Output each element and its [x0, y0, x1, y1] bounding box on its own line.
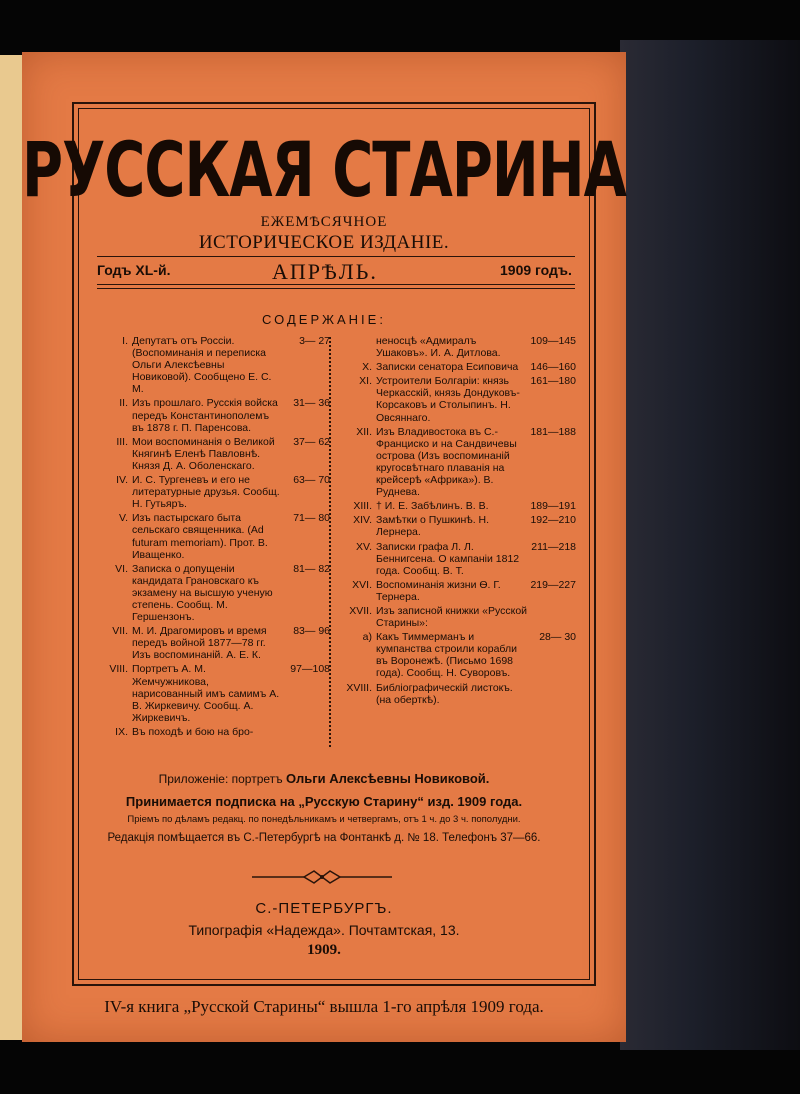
contents-entry [100, 335, 330, 395]
entry-title: Изъ прошлаго. Русскія войска передъ Константинополемъ въ 1878 г. П. Паренсова. [132, 397, 278, 434]
entry-pages [528, 605, 576, 629]
contents-entry [344, 500, 576, 512]
contents-entry [100, 512, 330, 560]
entry-title: † И. Е. Забѣлинъ. В. В. [376, 500, 489, 513]
contents-entry [100, 397, 330, 433]
entry-title: Записка о допущеніи кандидата Грановскаго къ экзамену на высшую ученую степень. Сообщ. М. Гершензонъ. [132, 562, 273, 624]
contents-entry [100, 436, 330, 472]
entry-title: Записки сенатора Есиповича [376, 361, 519, 374]
entry-number: IV. [116, 474, 128, 487]
printer-imprint: Типографія «Надежда». Почтамтская, 13. [188, 922, 460, 938]
entry-number: XV. [356, 540, 372, 553]
entry-title: Замѣтки о Пушкинѣ. Н. Лернера. [376, 514, 490, 539]
contents-entry [344, 514, 576, 538]
contents-right-column [344, 335, 576, 708]
entry-number: III. [116, 435, 128, 448]
appendix-label: Приложеніе: портретъ [158, 772, 283, 786]
contents-entry [344, 605, 576, 629]
year-volume: Годъ XL-й. [97, 262, 171, 278]
issue-year: 1909 годъ. [500, 262, 572, 278]
subtitle-historical: ИСТОРИЧЕСКОЕ ИЗДАНІЕ. [198, 232, 450, 253]
contents-entry [100, 625, 330, 661]
entry-number: XIII. [353, 500, 372, 513]
entry-number: V. [119, 512, 128, 525]
entry-title: Изъ Владивостока въ С.-Франциско и на Сандвичевы острова (Изъ воспоминаній кругосвѣтнаго плаванія на крейсерѣ «Африка»). В. Руднева. [376, 425, 517, 499]
divider-rule [97, 284, 575, 285]
contents-entry [344, 631, 576, 679]
entry-pages: 63— 70 [293, 474, 330, 487]
subscription-note: Принимается подписка на „Русскую Старину“ изд. 1909 года. [125, 794, 523, 809]
divider-rule [97, 256, 575, 257]
entry-number: II. [119, 397, 128, 410]
contents-left-column [100, 335, 330, 740]
entry-pages: 71— 80 [293, 512, 330, 525]
entry-number: IX. [115, 725, 128, 738]
contents-heading: СОДЕРЖАНІЕ: [262, 312, 386, 327]
release-notice: IV-я книга „Русской Старины“ вышла 1-го апрѣля 1909 года. [104, 997, 544, 1016]
entry-pages: 28— 30 [539, 631, 576, 644]
entry-number [344, 335, 376, 359]
entry-number: XII. [356, 425, 372, 438]
appendix-note [22, 771, 626, 786]
entry-number: XI. [359, 375, 372, 388]
entry-title: Мои воспоминанія о Великой Княгинѣ Еленѣ Павловнѣ. Князя Д. А. Оболенскаго. [132, 435, 275, 472]
contents-entry [344, 426, 576, 499]
city-imprint: С.-ПЕТЕРБУРГЪ. [255, 900, 393, 917]
entry-title: Изъ пастырскаго быта сельскаго священника. (Ad futuram memoriam). Прот. В. Иващенко. [132, 512, 268, 561]
entry-pages: 81— 82 [293, 562, 330, 575]
entry-number: VIII. [109, 663, 128, 676]
entry-pages: 97—108 [290, 663, 330, 676]
issue-month: АПРѢЛЬ. [272, 259, 378, 284]
appendix-name: Ольги Алексѣевны Новиковой. [286, 771, 490, 786]
entry-title: Портретъ А. М. Жемчужникова, нарисованный имъ самимъ А. В. Жиркевичу. Сообщ. А. Жиркевичъ. [132, 663, 280, 724]
contents-entry [100, 726, 330, 738]
entry-pages [282, 726, 330, 738]
entry-title: Въ походѣ и бою на бро- [132, 725, 254, 738]
contents-entry [100, 474, 330, 510]
entry-title: Воспоминанія жизни Ѳ. Г. Тернера. [376, 578, 501, 603]
entry-number: VI. [115, 562, 128, 575]
divider-rule [97, 288, 575, 289]
contents-entry [344, 361, 576, 373]
entry-pages: 181—188 [530, 425, 576, 438]
contents-entry [344, 335, 576, 359]
spine-edge [0, 55, 22, 1040]
magazine-title: РУССКАЯ СТАРИНА [22, 127, 626, 215]
entry-title: Какъ Тиммерманъ и кумпанства строили корабли въ Воронежѣ. (Письмо 1698 года). Сообщ. Н. Суворовъ. [376, 631, 517, 680]
entry-title: Депутатъ отъ Россіи. (Воспоминанія и переписка Ольги Алексѣевны Новиковой). Сообщено Е. С. М. [132, 335, 272, 396]
entry-pages: 109—145 [530, 335, 576, 347]
contents-entry [100, 563, 330, 623]
entry-pages [528, 682, 576, 706]
office-address: Редакція помѣщается въ С.-Петербургѣ на Фонтанкѣ д. № 18. Телефонъ 37—66. [107, 832, 541, 844]
entry-number: а) [362, 631, 372, 644]
entry-number: XVII. [349, 604, 372, 617]
subtitle-monthly: ЕЖЕМѢСЯЧНОЕ [260, 214, 388, 230]
entry-pages: 37— 62 [293, 435, 330, 448]
ornament-divider [252, 867, 392, 887]
magazine-cover [22, 52, 626, 1042]
entry-title: Библіографическій листокъ. (на оберткѣ). [376, 681, 513, 706]
entry-number: XVIII. [346, 681, 372, 694]
entry-pages: 146—160 [530, 361, 576, 374]
entry-pages: 219—227 [530, 578, 576, 591]
entry-title: М. И. Драгомировъ и время передъ войной 1877—78 гг. Изъ воспоминаній. А. Е. К. [132, 625, 267, 662]
entry-title: И. С. Тургеневъ и его не литературные друзья. Сообщ. Н. Гутьяръ. [132, 474, 280, 511]
entry-number: X. [362, 361, 372, 374]
contents-entry [344, 541, 576, 577]
entry-pages: 211—218 [531, 540, 576, 553]
entry-pages: 192—210 [530, 514, 576, 527]
entry-number: XVI. [352, 578, 372, 591]
entry-title: Записки графа Л. Л. Беннигсена. О кампаніи 1812 года. Сообщ. В. Т. [376, 540, 520, 577]
imprint-year: 1909. [307, 942, 341, 958]
office-hours: Пріемъ по дѣламъ редакц. по понедѣльникамъ и четвергамъ, отъ 1 ч. до 3 ч. пополудни. [127, 814, 521, 825]
entry-number: XIV. [353, 514, 372, 527]
book-binding [620, 40, 800, 1050]
entry-pages: 3— 27 [299, 335, 330, 347]
contents-entry [344, 682, 576, 706]
entry-number: VII. [112, 625, 128, 638]
contents-entry [344, 579, 576, 603]
entry-title: Устроители Болгаріи: князь Черкасскій, князь Дондуковъ-Корсаковъ и Столыпинъ. Н. Овсяннаго. [376, 375, 520, 424]
contents-entry [344, 375, 576, 423]
column-divider [329, 337, 331, 747]
contents-entry [100, 663, 330, 723]
entry-pages: 83— 96 [293, 625, 330, 638]
entry-title: Изъ записной книжки «Русской Старины»: [376, 604, 528, 630]
entry-pages: 161—180 [530, 375, 576, 388]
entry-pages: 189—191 [530, 500, 576, 513]
entry-title: неносцѣ «Адмиралъ Ушаковъ». И. А. Дитлова. [376, 335, 501, 360]
entry-number: I. [122, 335, 128, 347]
entry-pages: 31— 36 [293, 397, 330, 410]
